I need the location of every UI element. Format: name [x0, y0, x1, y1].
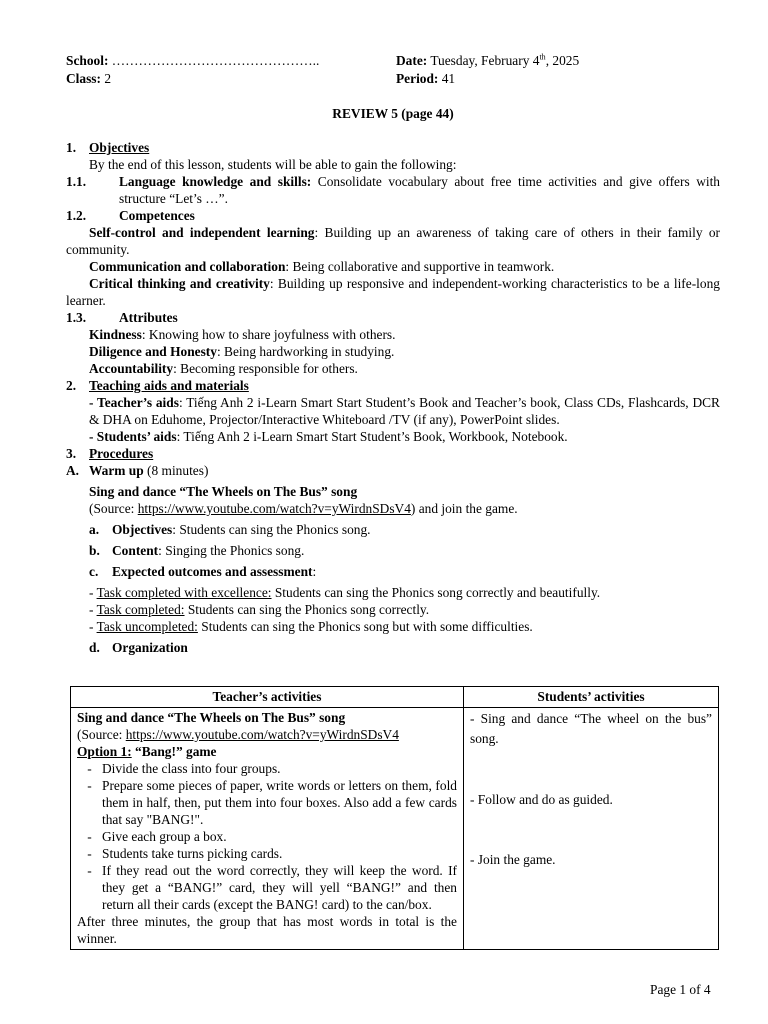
source-prefix: (Source:: [89, 501, 138, 516]
date-label: Date:: [396, 53, 428, 68]
date-year: , 2025: [545, 53, 580, 68]
warmup-duration: (8 minutes): [143, 463, 209, 478]
item-a-objectives: [66, 521, 720, 538]
song-title: Sing and dance “The Wheels on The Bus” song: [77, 710, 346, 725]
list-item: [77, 828, 457, 845]
class-label: Class:: [66, 71, 101, 86]
student-activity: - Follow and do as guided.: [470, 792, 613, 807]
item-label: Content: [112, 543, 159, 558]
outcome-dash: -: [89, 619, 97, 634]
list-item: [77, 845, 457, 862]
list-bullet: -: [87, 829, 92, 844]
outcome-desc: Students can sing the Phonics song correctly and beautifully.: [271, 585, 601, 600]
list-bullet: -: [87, 846, 92, 861]
section-objectives: [66, 139, 720, 156]
competence-label: Communication and collaboration: [89, 259, 286, 274]
organization-table-wrap: [66, 684, 719, 950]
students-aids-label: - Students’ aids: [89, 429, 177, 444]
outcome-label: Task completed with excellence:: [96, 585, 272, 600]
outcome-desc: Students can sing the Phonics song correctly.: [184, 602, 430, 617]
song-title: Sing and dance “The Wheels on The Bus” song: [89, 484, 358, 499]
header-row-1: [66, 52, 720, 70]
subsection-1-1: [66, 173, 720, 207]
option-title: “Bang!” game: [131, 744, 217, 759]
item-letter: b.: [89, 543, 100, 558]
item-label: Organization: [112, 640, 188, 655]
outcome-excellent: [66, 584, 720, 601]
competence-label: Self-control and independent learning: [89, 225, 315, 240]
school-line: [66, 52, 319, 69]
header-row-2: [66, 70, 720, 88]
document-page: [66, 52, 720, 656]
option-heading: [77, 743, 457, 760]
item-letter: c.: [89, 564, 99, 579]
step-text: Give each group a box.: [102, 829, 227, 844]
subsection-1-3: [66, 309, 720, 326]
school-label: School:: [66, 53, 109, 68]
competence-self-control: [66, 224, 720, 258]
step-text: Students take turns picking cards.: [102, 846, 283, 861]
list-item: [77, 862, 457, 913]
date-suffix: th: [539, 52, 546, 62]
list-item: [77, 777, 457, 828]
period-value: 41: [438, 71, 456, 86]
list-bullet: -: [87, 778, 92, 793]
warmup-heading: [66, 462, 720, 479]
date-line: [396, 52, 579, 69]
source-link[interactable]: https://www.youtube.com/watch?v=yWirdnSDsV4: [125, 727, 399, 742]
section-number: 2.: [66, 378, 77, 393]
section-letter: A.: [66, 463, 80, 478]
table-header-row: [71, 687, 719, 708]
subsection-1-2: [66, 207, 720, 224]
subsection-heading: Competences: [119, 208, 195, 223]
attribute-label: Accountability: [89, 361, 174, 376]
step-text: If they read out the word correctly, they will keep the word. If they get a “BANG!” card, they will yell “BANG!” and then return all their cards (except the BANG! card) to the can/box.: [102, 863, 457, 912]
language-skills-desc: Consolidate vocabulary about free time activities and give offers with structure “Let’s …”.: [119, 174, 720, 206]
subsection-number: 1.3.: [66, 310, 87, 325]
item-b-content: [66, 542, 720, 559]
attribute-kindness: [66, 326, 720, 343]
attribute-diligence: [66, 343, 720, 360]
student-activity: - Join the game.: [470, 852, 556, 867]
source-suffix: ) and join the game.: [410, 501, 518, 516]
organization-table: [70, 686, 719, 950]
step-text: Prepare some pieces of paper, write words or letters on them, fold them in half, then, put them into four boxes. Also add a few cards that say "BANG!".: [102, 778, 457, 827]
item-desc: : Singing the Phonics song.: [158, 543, 305, 558]
language-skills-label: Language knowledge and skills:: [119, 174, 312, 189]
section-number: 1.: [66, 140, 77, 155]
period-line: [396, 70, 455, 87]
competence-communication: [66, 258, 720, 275]
subsection-number: 1.1.: [66, 174, 87, 189]
outcome-uncompleted: [66, 618, 720, 635]
teacher-activities-cell: [71, 708, 464, 950]
students-aids: [66, 428, 720, 445]
class-line: [66, 70, 111, 87]
item-desc: : Students can sing the Phonics song.: [172, 522, 371, 537]
song-source: [66, 500, 720, 517]
student-activity: - Sing and dance “The wheel on the bus” song.: [470, 711, 712, 746]
teacher-aids-label: - Teacher’s aids: [89, 395, 179, 410]
table-row: [71, 708, 719, 950]
attribute-label: Diligence and Honesty: [89, 344, 217, 359]
closing-text: After three minutes, the group that has most words in total is the winner.: [77, 914, 457, 946]
competence-desc: : Building up an awareness of taking care of others in their family or community.: [66, 225, 720, 257]
section-number: 3.: [66, 446, 77, 461]
period-label: Period:: [396, 71, 439, 86]
section-heading: Objectives: [89, 140, 150, 155]
attribute-desc: : Knowing how to share joyfulness with others.: [141, 327, 396, 342]
outcome-dash: -: [89, 602, 97, 617]
attribute-label: Kindness: [89, 327, 142, 342]
outcome-completed: [66, 601, 720, 618]
language-skills-text: [119, 173, 720, 207]
source-prefix: (Source:: [77, 727, 126, 742]
students-aids-desc: : Tiếng Anh 2 i-Learn Smart Start Student’s Book, Workbook, Notebook.: [176, 429, 568, 444]
competence-label: Critical thinking and creativity: [89, 276, 270, 291]
outcome-label: Task uncompleted:: [96, 619, 198, 634]
attribute-desc: : Being hardworking in studying.: [216, 344, 395, 359]
attribute-accountability: [66, 360, 720, 377]
page-number: Page 1 of 4: [650, 982, 711, 997]
school-value: ………………………………………..: [108, 53, 320, 68]
list-bullet: -: [87, 863, 92, 878]
subsection-heading: Attributes: [119, 310, 178, 325]
class-value: 2: [100, 71, 112, 86]
list-item: [77, 760, 457, 777]
item-d-organization: [66, 639, 720, 656]
section-heading: Teaching aids and materials: [89, 378, 249, 393]
list-bullet: -: [87, 761, 92, 776]
competence-desc: : Building up responsive and independent-working characteristics to be a life-long learner.: [66, 276, 720, 308]
section-heading: Procedures: [89, 446, 154, 461]
item-letter: d.: [89, 640, 100, 655]
teacher-aids-desc: : Tiếng Anh 2 i-Learn Smart Start Student’s Book and Teacher’s book, Class CDs, Flashcards, DCR & DHA on Eduhome, Projector/Interactive Whiteboard /TV (if any), PowerPoint slides.: [89, 395, 720, 427]
item-c-outcomes: [66, 563, 720, 580]
objectives-intro: By the end of this lesson, students will be able to gain the following:: [89, 157, 457, 172]
option-label: Option 1:: [77, 744, 132, 759]
teacher-aids: [66, 394, 720, 428]
item-desc: :: [312, 564, 317, 579]
outcome-dash: -: [89, 585, 97, 600]
competence-desc: : Being collaborative and supportive in teamwork.: [285, 259, 555, 274]
competence-critical-thinking: [66, 275, 720, 309]
section-teaching-aids: [66, 377, 720, 394]
page-title: REVIEW 5 (page 44): [332, 106, 454, 121]
students-activities-header: Students’ activities: [464, 687, 719, 708]
students-activities-cell: [464, 708, 719, 950]
outcome-desc: Students can sing the Phonics song but with some difficulties.: [197, 619, 533, 634]
date-value: Tuesday, February 4: [427, 53, 540, 68]
item-letter: a.: [89, 522, 100, 537]
step-text: Divide the class into four groups.: [102, 761, 281, 776]
item-label: Objectives: [112, 522, 173, 537]
section-procedures: [66, 445, 720, 462]
attribute-desc: : Becoming responsible for others.: [173, 361, 358, 376]
warmup-label: Warm up: [89, 463, 144, 478]
subsection-number: 1.2.: [66, 208, 87, 223]
item-label: Expected outcomes and assessment: [112, 564, 313, 579]
outcome-label: Task completed:: [96, 602, 185, 617]
source-link[interactable]: https://www.youtube.com/watch?v=yWirdnSDsV4: [137, 501, 411, 516]
teacher-activities-header: Teacher’s activities: [71, 687, 464, 708]
